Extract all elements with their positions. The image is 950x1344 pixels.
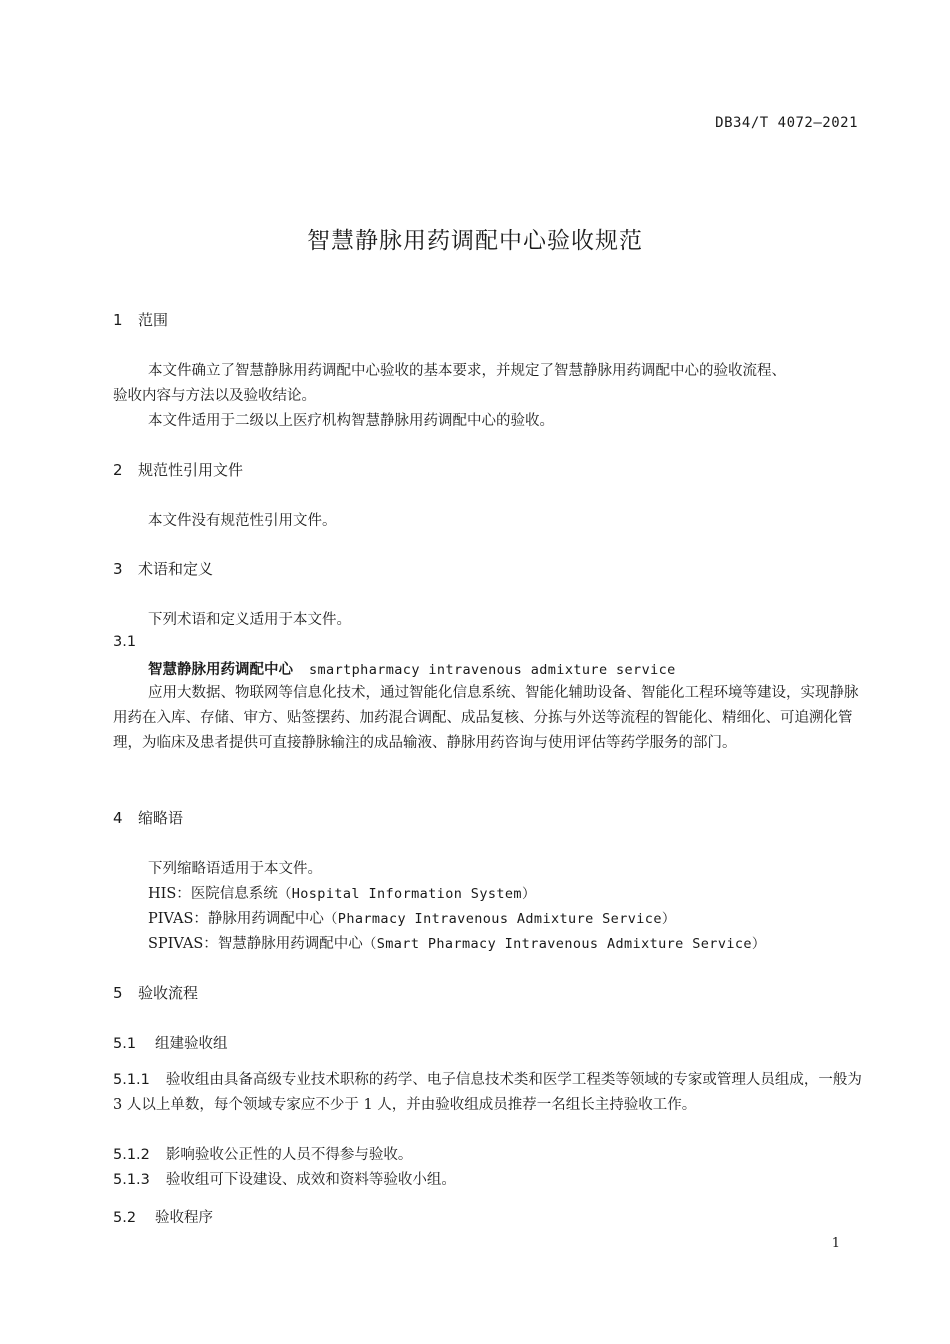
term-definition: 应用大数据、物联网等信息化技术，通过智能化信息系统、智能化辅助设备、智能化工程环境等建设，实现静脉用药在入库、存储、审方、贴签摆药、加药混合调配、成品复核、分拣与外送等流程的智能化、精细化、可追溯化管理，为临床及患者提供可直接静脉输注的成品输液、静脉用药咨询与使用评估等药学服务的部门。 xyxy=(113,685,859,751)
section-3-heading xyxy=(113,558,213,579)
subsection-5-1-heading xyxy=(113,1032,228,1053)
clause-text: 影响验收公正性的人员不得参与验收。 xyxy=(165,1147,413,1163)
abbreviation-chinese: 静脉用药调配中心 xyxy=(207,911,324,927)
abbreviation: HIS： xyxy=(148,886,191,902)
abbreviation-english: （Pharmacy Intravenous Admixture Service） xyxy=(323,911,676,927)
subsection-number: 5.2 xyxy=(113,1210,137,1226)
subsection-title: 组建验收组 xyxy=(155,1036,228,1052)
section-2-heading xyxy=(113,459,243,480)
abbreviation-entry xyxy=(148,932,766,953)
section-1-paragraph-1-line-1: 本文件确立了智慧静脉用药调配中心验收的基本要求，并规定了智慧静脉用药调配中心的验收流程、 xyxy=(148,363,786,379)
clause-5-1-2 xyxy=(113,1143,412,1164)
abbreviation-english: （Hospital Information System） xyxy=(277,886,536,902)
section-title: 缩略语 xyxy=(138,809,184,827)
clause-5-1-3 xyxy=(113,1168,456,1189)
section-number: 5 xyxy=(113,984,123,1002)
section-title: 范围 xyxy=(138,311,169,329)
section-number: 1 xyxy=(113,311,123,329)
abbreviation-english: （Smart Pharmacy Intravenous Admixture Service） xyxy=(362,936,766,952)
term-chinese: 智慧静脉用药调配中心 xyxy=(148,662,293,678)
clause-number: 5.1.3 xyxy=(113,1172,150,1188)
section-5-heading xyxy=(113,982,198,1003)
section-1-heading xyxy=(113,309,168,330)
term-english: smartpharmacy intravenous admixture service xyxy=(309,662,676,678)
abbreviation: SPIVAS： xyxy=(148,936,218,952)
subsection-title: 验收程序 xyxy=(155,1210,213,1226)
term-number: 3.1 xyxy=(113,634,137,650)
section-number: 4 xyxy=(113,809,123,827)
standard-code: DB34/T 4072—2021 xyxy=(715,115,858,131)
section-2-paragraph: 本文件没有规范性引用文件。 xyxy=(148,513,337,529)
section-1-paragraph-1-line-2: 验收内容与方法以及验收结论。 xyxy=(113,388,316,404)
section-title: 规范性引用文件 xyxy=(138,461,244,479)
term-entry xyxy=(148,658,676,679)
section-number: 2 xyxy=(113,461,123,479)
abbreviation-chinese: 医院信息系统 xyxy=(190,886,278,902)
abbreviation-entry xyxy=(148,907,676,928)
clause-text: 验收组可下设建设、成效和资料等验收小组。 xyxy=(165,1172,456,1188)
abbreviation-chinese: 智慧静脉用药调配中心 xyxy=(217,936,363,952)
abbreviation: PIVAS： xyxy=(148,911,208,927)
section-title: 术语和定义 xyxy=(138,560,214,578)
section-1-paragraph-2: 本文件适用于二级以上医疗机构智慧静脉用药调配中心的验收。 xyxy=(148,413,554,429)
section-3-paragraph: 下列术语和定义适用于本文件。 xyxy=(148,612,351,628)
clause-5-1-1 xyxy=(113,1068,865,1118)
section-number: 3 xyxy=(113,560,123,578)
subsection-5-2-heading xyxy=(113,1206,213,1227)
section-4-paragraph: 下列缩略语适用于本文件。 xyxy=(148,861,322,877)
clause-number: 5.1.1 xyxy=(113,1072,150,1088)
section-4-heading xyxy=(113,807,183,828)
document-title: 智慧静脉用药调配中心验收规范 xyxy=(307,228,643,254)
subsection-number: 5.1 xyxy=(113,1036,137,1052)
abbreviation-entry xyxy=(148,882,536,903)
clause-number: 5.1.2 xyxy=(113,1147,150,1163)
section-title: 验收流程 xyxy=(138,984,199,1002)
clause-text: 验收组由具备高级专业技术职称的药学、电子信息技术类和医学工程类等领域的专家或管理人员组成，一般为 3 人以上单数，每个领域专家应不少于 1 人，并由验收组成员推荐一名组长主持验收工作。 xyxy=(113,1072,862,1113)
page-number: 1 xyxy=(831,1236,840,1251)
